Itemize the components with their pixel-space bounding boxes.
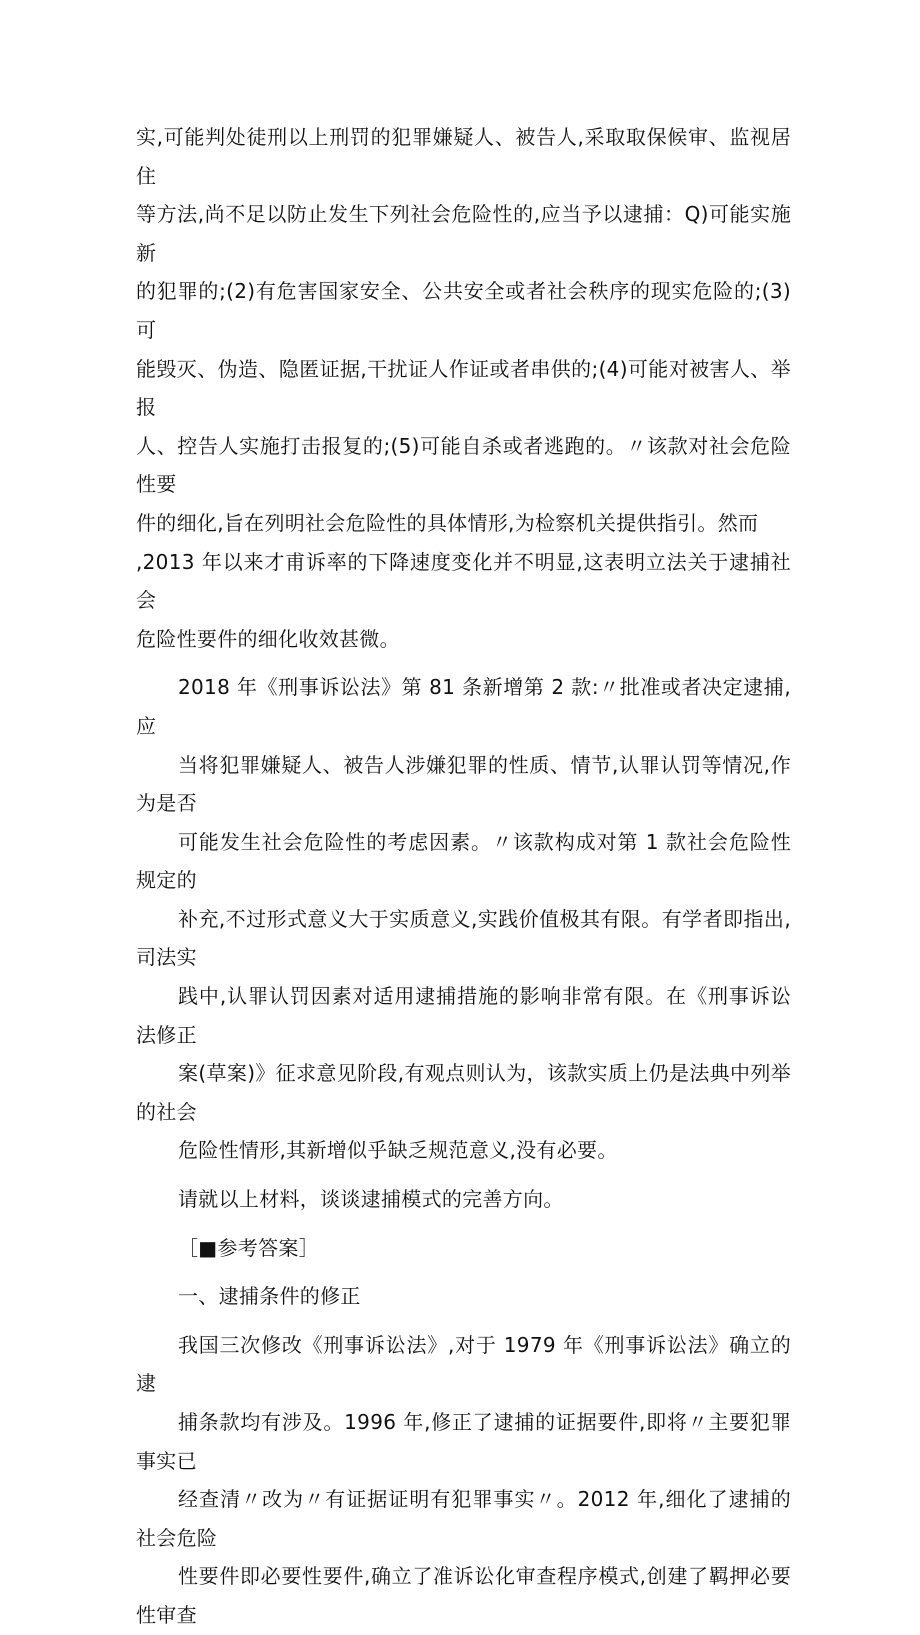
text-line: 2018 年《刑事诉讼法》第 81 条新增第 2 款:〃批准或者决定逮捕,应 (136, 675, 791, 738)
text-line: 补充,不过形式意义大于实质意义,实践价值极其有限。有学者即指出,司法实 (136, 906, 791, 970)
text-line: 一、逮捕条件的修正 (178, 1284, 361, 1309)
document-body (136, 118, 791, 1635)
text-line: 经查清〃改为〃有证据证明有犯罪事实〃。2012 年,细化了逮捕的社会危险 (136, 1487, 791, 1550)
text-line: 捕条款均有涉及。1996 年,修正了逮捕的证据要件,即将〃主要犯罪事实已 (136, 1410, 791, 1473)
text-line: 性要件即必要性要件,确立了准诉讼化审查程序模式,创建了羁押必要性审查 (136, 1564, 791, 1627)
text-line: 当将犯罪嫌疑人、被告人涉嫌犯罪的性质、情节,认罪认罚等情况,作为是否 (136, 752, 791, 816)
text-line: 危险性要件的细化收效甚微。 (136, 626, 400, 651)
text-line: 能毁灭、伪造、隐匿证据,干扰证人作证或者串供的;(4)可能对被害人、举报 (136, 356, 791, 420)
text-line: 我国三次修改《刑事诉讼法》,对于 1979 年《刑事诉讼法》确立的逮 (136, 1332, 791, 1396)
text-line: 人、控告人实施打击报复的;(5)可能自杀或者逃跑的。〃该款对社会危险性要 (136, 433, 791, 497)
text-line: 可能发生社会危险性的考虑因素。〃该款构成对第 1 款社会危险性规定的 (136, 829, 791, 893)
text-line: 的犯罪的;(2)有危害国家安全、公共安全或者社会秩序的现实危险的;(3)可 (136, 279, 791, 342)
text-line: ,2013 年以来才甫诉率的下降速度变化并不明显,这表明立法关于逮捕社会 (136, 549, 791, 613)
reference-answer-heading (136, 1229, 791, 1268)
text-line: 践中,认罪认罚因素对适用逮捕措施的影响非常有限。在《刑事诉讼法修正 (136, 984, 791, 1047)
paragraph-three-revisions (136, 1326, 791, 1635)
paragraph-2018-amendment (136, 668, 791, 1170)
section-heading-arrest-conditions (136, 1277, 791, 1316)
text-line: ［■参考答案］ (178, 1235, 319, 1260)
question-prompt (136, 1180, 791, 1219)
text-line: 实,可能判处徒刑以上刑罚的犯罪嫌疑人、被告人,采取取保候审、监视居住 (136, 125, 791, 188)
text-line: 请就以上材料，谈谈逮捕模式的完善方向。 (178, 1187, 564, 1212)
paragraph-social-danger-refinement (136, 118, 791, 658)
text-line: 案(草案)》征求意见阶段,有观点则认为，该款实质上仍是法典中列举的社会 (136, 1061, 791, 1124)
text-line: 等方法,尚不足以防止发生下列社会危险性的,应当予以逮捕：Q)可能实施新 (136, 202, 791, 265)
text-line: 危险性情形,其新增似乎缺乏规范意义,没有必要。 (178, 1138, 618, 1163)
text-line: 件的细化,旨在列明社会危险性的具体情形,为检察机关提供指引。然而 (136, 510, 759, 535)
